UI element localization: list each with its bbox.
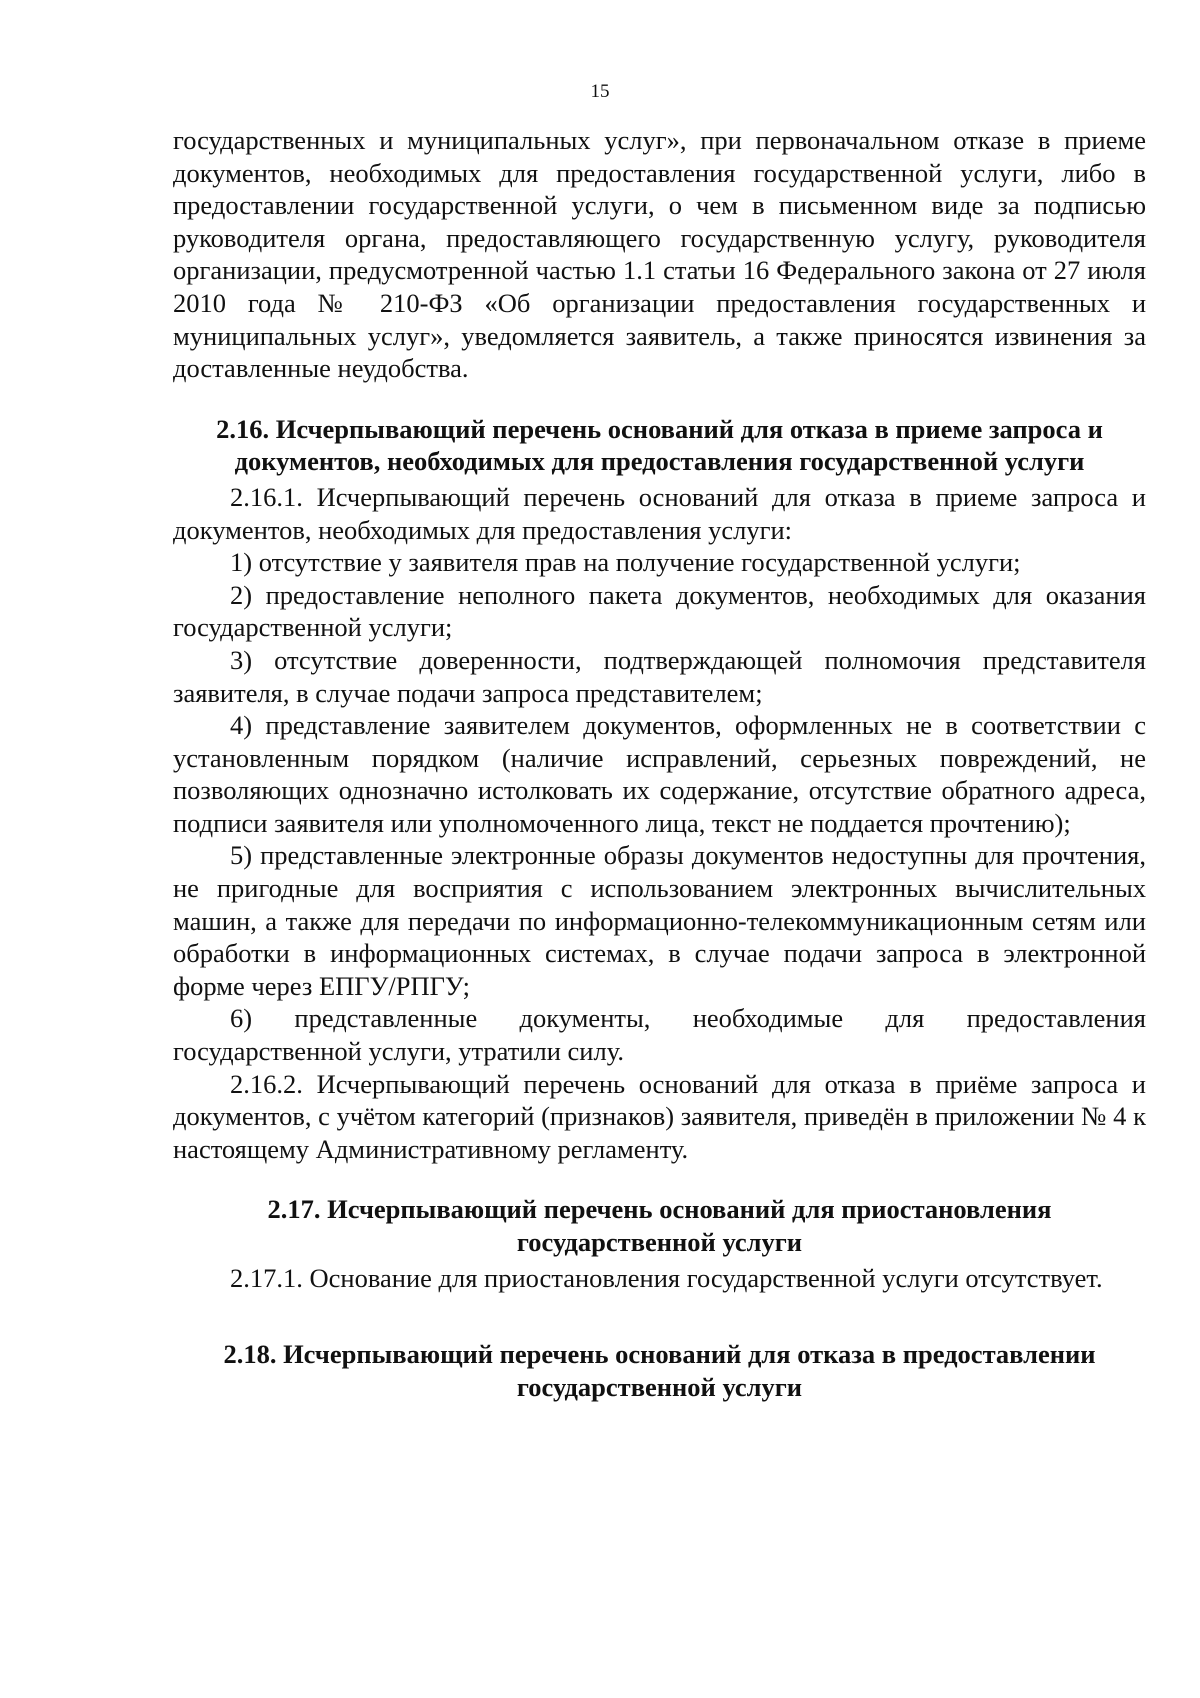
section-2-16-heading: 2.16. Исчерпывающий перечень оснований для отказа в приеме запроса и документов, необходимых для предоставления государственной услуги xyxy=(216,413,1103,477)
paragraph-2-16-1: 2.16.1. Исчерпывающий перечень оснований для отказа в приеме запроса и документов, необходимых для предоставления услуги: xyxy=(173,481,1146,545)
section-2-18-heading: 2.18. Исчерпывающий перечень оснований для отказа в предоставлении государственной услуги xyxy=(223,1339,1096,1402)
list-item-2: 2) предоставление неполного пакета документов, необходимых для оказания государственной услуги; xyxy=(173,579,1146,643)
paragraph-2-16-2: 2.16.2. Исчерпывающий перечень оснований для отказа в приёме запроса и документов, с учётом категорий (признаков) заявителя, приведён в приложении № 4 к настоящему Административному регламенту. xyxy=(173,1068,1146,1164)
list-item-5: 5) представленные электронные образы документов недоступны для прочтения, не пригодные для восприятия с использованием электронных вычислительных машин, а также для передачи по информационно-телекоммуникационным сетям или обработки в информационных системах, в случае подачи запроса в электронной форме через ЕПГУ/РПГУ; xyxy=(173,840,1146,1001)
list-item-6: 6) представленные документы, необходимые для предоставления государственной услуги, утратили силу. xyxy=(173,1003,1146,1067)
intro-paragraph: государственных и муниципальных услуг», при первоначальном отказе в приеме документов, необходимых для предоставления государственной услуги, либо в предоставлении государственной услуги, о чем в письменном виде за подписью руководителя органа, предоставляющего государственную услугу, руководителя организации, предусмотренной частью 1.1 статьи 16 Федерального закона от 27 июля 2010 года № 210-ФЗ «Об организации предоставления государственных и муниципальных услуг», уведомляется заявитель, а также приносятся извинения за доставленные неудобства. xyxy=(173,125,1146,384)
list-item-3: 3) отсутствие доверенности, подтверждающей полномочия представителя заявителя, в случае подачи запроса представителем; xyxy=(173,644,1146,708)
list-item-4: 4) представление заявителем документов, оформленных не в соответствии с установленным порядком (наличие исправлений, серьезных повреждений, не позволяющих однозначно истолковать их содержание, отсутствие обратного адреса, подписи заявителя или уполномоченного лица, текст не поддается прочтению); xyxy=(173,710,1146,838)
list-item-1: 1) отсутствие у заявителя прав на получение государственной услуги; xyxy=(230,547,1021,578)
section-2-17-heading: 2.17. Исчерпывающий перечень оснований для приостановления государственной услуги xyxy=(267,1194,1052,1257)
document-body xyxy=(173,124,1146,1403)
paragraph-2-17-1: 2.17.1. Основание для приостановления государственной услуги отсутствует. xyxy=(230,1262,1103,1293)
page-number: 15 xyxy=(590,81,610,102)
